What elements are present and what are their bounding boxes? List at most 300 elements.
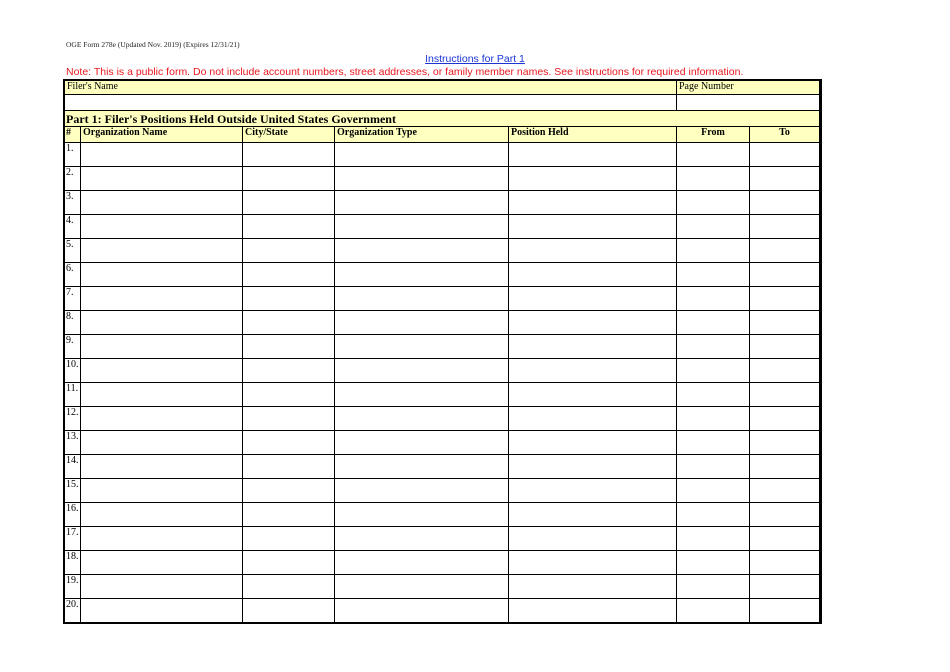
to-field[interactable]	[750, 311, 819, 334]
table-cell-position-held	[509, 431, 677, 455]
table-cell-position-held	[509, 215, 677, 239]
organization-name-field[interactable]	[81, 263, 242, 286]
from-field[interactable]	[677, 575, 749, 598]
row-number: 2.	[66, 167, 74, 178]
position-held-field[interactable]	[509, 551, 676, 574]
table-cell-from	[677, 143, 750, 167]
column-header-label: #	[66, 127, 71, 138]
table-cell-position-held	[509, 527, 677, 551]
city-state-field[interactable]	[243, 143, 334, 166]
row-number-cell	[65, 599, 81, 623]
organization-name-field[interactable]	[81, 287, 242, 310]
organization-type-field[interactable]	[335, 479, 508, 502]
to-field[interactable]	[750, 479, 819, 502]
table-cell-position-held	[509, 167, 677, 191]
organization-name-field[interactable]	[81, 167, 242, 190]
table-cell-city-state	[243, 455, 335, 479]
table-cell-to	[750, 407, 820, 431]
table-cell-organization-type	[335, 143, 509, 167]
organization-type-field[interactable]	[335, 239, 508, 262]
table-cell-from	[677, 287, 750, 311]
organization-type-field[interactable]	[335, 431, 508, 454]
filer-name-field[interactable]	[65, 95, 676, 110]
table-cell-city-state	[243, 311, 335, 335]
table-cell-to	[750, 167, 820, 191]
table-cell-position-held	[509, 503, 677, 527]
organization-name-field[interactable]	[81, 335, 242, 358]
table-cell-organization-type	[335, 359, 509, 383]
table-cell-to	[750, 479, 820, 503]
table-cell-organization-type	[335, 599, 509, 623]
table-cell-organization-name	[81, 407, 243, 431]
position-held-field[interactable]	[509, 431, 676, 454]
city-state-field[interactable]	[243, 527, 334, 550]
organization-type-field[interactable]	[335, 311, 508, 334]
table-cell-organization-type	[335, 263, 509, 287]
filer-name-label: Filer's Name	[67, 81, 118, 92]
row-number-cell	[65, 407, 81, 431]
city-state-field[interactable]	[243, 551, 334, 574]
table-cell-position-held	[509, 599, 677, 623]
column-header-organization-name	[81, 127, 243, 143]
row-number: 18.	[66, 551, 79, 562]
to-field[interactable]	[750, 383, 819, 406]
row-number: 17.	[66, 527, 79, 538]
position-held-field[interactable]	[509, 191, 676, 214]
organization-name-field[interactable]	[81, 311, 242, 334]
table-cell-city-state	[243, 479, 335, 503]
table-cell-from	[677, 431, 750, 455]
organization-type-field[interactable]	[335, 527, 508, 550]
table-cell-from	[677, 191, 750, 215]
table-cell-organization-type	[335, 479, 509, 503]
page-number-label: Page Number	[679, 81, 734, 92]
column-header-label: Position Held	[511, 127, 569, 138]
table-cell-organization-name	[81, 527, 243, 551]
table-cell-from	[677, 215, 750, 239]
table-cell-organization-name	[81, 383, 243, 407]
table-cell-position-held	[509, 551, 677, 575]
position-held-field[interactable]	[509, 383, 676, 406]
table-cell-position-held	[509, 407, 677, 431]
row-number-cell	[65, 215, 81, 239]
row-number: 1.	[66, 143, 74, 154]
city-state-field[interactable]	[243, 167, 334, 190]
table-cell-organization-name	[81, 191, 243, 215]
position-held-field[interactable]	[509, 215, 676, 238]
organization-type-field[interactable]	[335, 599, 508, 622]
organization-name-field[interactable]	[81, 551, 242, 574]
from-field[interactable]	[677, 551, 749, 574]
row-number-cell	[65, 503, 81, 527]
organization-type-field[interactable]	[335, 551, 508, 574]
table-cell-city-state	[243, 503, 335, 527]
organization-name-field[interactable]	[81, 599, 242, 622]
table-cell-organization-type	[335, 503, 509, 527]
table-cell-to	[750, 311, 820, 335]
row-number: 10.	[66, 359, 79, 370]
table-cell-from	[677, 455, 750, 479]
row-number-cell	[65, 311, 81, 335]
to-field[interactable]	[750, 239, 819, 262]
column-header-label: Organization Type	[337, 127, 417, 138]
page-number-field[interactable]	[677, 95, 819, 110]
to-field[interactable]	[750, 551, 819, 574]
table-cell-organization-name	[81, 599, 243, 623]
organization-type-field[interactable]	[335, 335, 508, 358]
part1-title-cell	[65, 111, 820, 127]
table-cell-organization-name	[81, 239, 243, 263]
table-cell-organization-type	[335, 335, 509, 359]
table-cell-city-state	[243, 383, 335, 407]
position-held-field[interactable]	[509, 407, 676, 430]
filer-name-field-cell	[65, 95, 677, 111]
column-header-label: From	[701, 127, 725, 138]
from-field[interactable]	[677, 503, 749, 526]
position-held-field[interactable]	[509, 239, 676, 262]
table-cell-to	[750, 215, 820, 239]
table-cell-organization-name	[81, 479, 243, 503]
table-cell-city-state	[243, 407, 335, 431]
table-cell-to	[750, 191, 820, 215]
table-cell-from	[677, 527, 750, 551]
to-field[interactable]	[750, 191, 819, 214]
row-number: 6.	[66, 263, 74, 274]
row-number-cell	[65, 455, 81, 479]
part1-form-table	[63, 79, 822, 624]
table-cell-position-held	[509, 479, 677, 503]
row-number-cell	[65, 143, 81, 167]
table-cell-position-held	[509, 383, 677, 407]
to-field[interactable]	[750, 503, 819, 526]
from-field[interactable]	[677, 335, 749, 358]
table-cell-city-state	[243, 599, 335, 623]
table-cell-position-held	[509, 335, 677, 359]
to-field[interactable]	[750, 455, 819, 478]
table-cell-city-state	[243, 575, 335, 599]
city-state-field[interactable]	[243, 407, 334, 430]
organization-type-field[interactable]	[335, 263, 508, 286]
from-field[interactable]	[677, 599, 749, 622]
table-cell-organization-name	[81, 503, 243, 527]
city-state-field[interactable]	[243, 239, 334, 262]
table-cell-organization-name	[81, 575, 243, 599]
city-state-field[interactable]	[243, 575, 334, 598]
public-form-note: Note: This is a public form. Do not include account numbers, street addresses, or family member names. See instructions for required information.	[66, 66, 744, 78]
to-field[interactable]	[750, 407, 819, 430]
table-cell-to	[750, 551, 820, 575]
city-state-field[interactable]	[243, 383, 334, 406]
to-field[interactable]	[750, 143, 819, 166]
position-held-field[interactable]	[509, 263, 676, 286]
table-cell-from	[677, 359, 750, 383]
to-field[interactable]	[750, 599, 819, 622]
table-cell-city-state	[243, 287, 335, 311]
table-cell-organization-name	[81, 143, 243, 167]
table-cell-position-held	[509, 239, 677, 263]
row-number: 4.	[66, 215, 74, 226]
row-number-cell	[65, 575, 81, 599]
table-cell-city-state	[243, 527, 335, 551]
table-cell-organization-name	[81, 167, 243, 191]
table-cell-from	[677, 263, 750, 287]
part1-title: Part 1: Filer's Positions Held Outside United States Government	[66, 112, 396, 126]
to-field[interactable]	[750, 359, 819, 382]
row-number: 9.	[66, 335, 74, 346]
to-field[interactable]	[750, 335, 819, 358]
row-number-cell	[65, 263, 81, 287]
table-cell-organization-name	[81, 287, 243, 311]
row-number-cell	[65, 527, 81, 551]
city-state-field[interactable]	[243, 263, 334, 286]
city-state-field[interactable]	[243, 287, 334, 310]
table-cell-organization-type	[335, 239, 509, 263]
organization-type-field[interactable]	[335, 455, 508, 478]
city-state-field[interactable]	[243, 215, 334, 238]
from-field[interactable]	[677, 383, 749, 406]
table-cell-city-state	[243, 143, 335, 167]
table-cell-to	[750, 455, 820, 479]
table-cell-organization-type	[335, 311, 509, 335]
organization-name-field[interactable]	[81, 455, 242, 478]
row-number-cell	[65, 551, 81, 575]
row-number: 15.	[66, 479, 79, 490]
form-identifier: OGE Form 278e (Updated Nov. 2019) (Expires 12/31/21)	[66, 40, 240, 49]
table-cell-from	[677, 239, 750, 263]
table-cell-from	[677, 599, 750, 623]
row-number: 7.	[66, 287, 74, 298]
table-cell-from	[677, 551, 750, 575]
table-cell-organization-name	[81, 263, 243, 287]
table-cell-city-state	[243, 167, 335, 191]
table-cell-organization-name	[81, 311, 243, 335]
organization-type-field[interactable]	[335, 407, 508, 430]
table-cell-organization-name	[81, 551, 243, 575]
to-field[interactable]	[750, 287, 819, 310]
table-cell-to	[750, 287, 820, 311]
table-cell-organization-name	[81, 359, 243, 383]
organization-type-field[interactable]	[335, 575, 508, 598]
table-cell-to	[750, 239, 820, 263]
table-cell-organization-type	[335, 527, 509, 551]
city-state-field[interactable]	[243, 455, 334, 478]
table-cell-city-state	[243, 551, 335, 575]
table-cell-organization-name	[81, 215, 243, 239]
position-held-field[interactable]	[509, 335, 676, 358]
row-number-cell	[65, 167, 81, 191]
row-number-cell	[65, 335, 81, 359]
table-cell-organization-type	[335, 287, 509, 311]
position-held-field[interactable]	[509, 455, 676, 478]
instructions-link[interactable]: Instructions for Part 1	[425, 53, 525, 65]
from-field[interactable]	[677, 191, 749, 214]
table-cell-from	[677, 479, 750, 503]
row-number-cell	[65, 431, 81, 455]
city-state-field[interactable]	[243, 191, 334, 214]
column-header-organization-type	[335, 127, 509, 143]
position-held-field[interactable]	[509, 287, 676, 310]
organization-name-field[interactable]	[81, 215, 242, 238]
to-field[interactable]	[750, 167, 819, 190]
city-state-field[interactable]	[243, 359, 334, 382]
table-cell-to	[750, 599, 820, 623]
from-field[interactable]	[677, 167, 749, 190]
table-cell-city-state	[243, 431, 335, 455]
row-number: 14.	[66, 455, 79, 466]
row-number: 20.	[66, 599, 79, 610]
column-header-city-state	[243, 127, 335, 143]
to-field[interactable]	[750, 431, 819, 454]
position-held-field[interactable]	[509, 599, 676, 622]
table-cell-to	[750, 263, 820, 287]
position-held-field[interactable]	[509, 575, 676, 598]
organization-name-field[interactable]	[81, 239, 242, 262]
table-cell-city-state	[243, 359, 335, 383]
organization-name-field[interactable]	[81, 359, 242, 382]
table-cell-organization-type	[335, 167, 509, 191]
row-number: 8.	[66, 311, 74, 322]
row-number: 12.	[66, 407, 79, 418]
position-held-field[interactable]	[509, 311, 676, 334]
page-number-label-cell	[677, 81, 820, 95]
table-cell-to	[750, 575, 820, 599]
table-cell-to	[750, 335, 820, 359]
table-cell-to	[750, 503, 820, 527]
organization-type-field[interactable]	[335, 191, 508, 214]
organization-type-field[interactable]	[335, 503, 508, 526]
table-cell-from	[677, 407, 750, 431]
organization-type-field[interactable]	[335, 167, 508, 190]
from-field[interactable]	[677, 311, 749, 334]
from-field[interactable]	[677, 479, 749, 502]
organization-type-field[interactable]	[335, 215, 508, 238]
organization-name-field[interactable]	[81, 479, 242, 502]
position-held-field[interactable]	[509, 359, 676, 382]
from-field[interactable]	[677, 431, 749, 454]
table-cell-organization-name	[81, 335, 243, 359]
to-field[interactable]	[750, 215, 819, 238]
column-header-label: Organization Name	[83, 127, 168, 138]
organization-type-field[interactable]	[335, 383, 508, 406]
organization-name-field[interactable]	[81, 575, 242, 598]
table-cell-position-held	[509, 263, 677, 287]
position-held-field[interactable]	[509, 167, 676, 190]
to-field[interactable]	[750, 575, 819, 598]
column-header-label: City/State	[245, 127, 288, 138]
table-cell-organization-name	[81, 455, 243, 479]
table-cell-organization-type	[335, 407, 509, 431]
table-cell-city-state	[243, 191, 335, 215]
row-number-cell	[65, 239, 81, 263]
column-header-to	[750, 127, 820, 143]
row-number: 19.	[66, 575, 79, 586]
row-number: 5.	[66, 239, 74, 250]
organization-type-field[interactable]	[335, 287, 508, 310]
table-cell-from	[677, 575, 750, 599]
table-cell-organization-type	[335, 455, 509, 479]
table-cell-city-state	[243, 239, 335, 263]
position-held-field[interactable]	[509, 503, 676, 526]
from-field[interactable]	[677, 455, 749, 478]
table-cell-city-state	[243, 215, 335, 239]
city-state-field[interactable]	[243, 431, 334, 454]
table-cell-from	[677, 503, 750, 527]
from-field[interactable]	[677, 407, 749, 430]
table-cell-organization-type	[335, 215, 509, 239]
organization-name-field[interactable]	[81, 191, 242, 214]
row-number-cell	[65, 383, 81, 407]
column-header-position-held	[509, 127, 677, 143]
city-state-field[interactable]	[243, 599, 334, 622]
city-state-field[interactable]	[243, 335, 334, 358]
table-cell-position-held	[509, 191, 677, 215]
from-field[interactable]	[677, 287, 749, 310]
table-cell-from	[677, 335, 750, 359]
table-cell-position-held	[509, 287, 677, 311]
table-cell-to	[750, 383, 820, 407]
row-number: 16.	[66, 503, 79, 514]
to-field[interactable]	[750, 263, 819, 286]
from-field[interactable]	[677, 527, 749, 550]
table-cell-position-held	[509, 575, 677, 599]
row-number-cell	[65, 359, 81, 383]
table-cell-from	[677, 311, 750, 335]
table-cell-to	[750, 431, 820, 455]
table-cell-organization-type	[335, 383, 509, 407]
organization-name-field[interactable]	[81, 503, 242, 526]
table-cell-city-state	[243, 335, 335, 359]
column-header-number	[65, 127, 81, 143]
table-cell-position-held	[509, 143, 677, 167]
organization-type-field[interactable]	[335, 143, 508, 166]
row-number: 3.	[66, 191, 74, 202]
from-field[interactable]	[677, 263, 749, 286]
organization-name-field[interactable]	[81, 431, 242, 454]
from-field[interactable]	[677, 239, 749, 262]
city-state-field[interactable]	[243, 503, 334, 526]
to-field[interactable]	[750, 527, 819, 550]
table-cell-from	[677, 167, 750, 191]
row-number-cell	[65, 287, 81, 311]
table-cell-to	[750, 359, 820, 383]
organization-name-field[interactable]	[81, 527, 242, 550]
filer-name-label-cell	[65, 81, 677, 95]
table-cell-organization-type	[335, 191, 509, 215]
column-header-label: To	[779, 127, 790, 138]
page-number-field-cell	[677, 95, 820, 111]
table-cell-city-state	[243, 263, 335, 287]
city-state-field[interactable]	[243, 479, 334, 502]
position-held-field[interactable]	[509, 479, 676, 502]
organization-name-field[interactable]	[81, 383, 242, 406]
table-cell-organization-type	[335, 575, 509, 599]
table-cell-organization-type	[335, 551, 509, 575]
from-field[interactable]	[677, 215, 749, 238]
row-number-cell	[65, 479, 81, 503]
table-cell-organization-type	[335, 431, 509, 455]
table-cell-position-held	[509, 359, 677, 383]
position-held-field[interactable]	[509, 527, 676, 550]
organization-name-field[interactable]	[81, 143, 242, 166]
organization-name-field[interactable]	[81, 407, 242, 430]
from-field[interactable]	[677, 359, 749, 382]
column-header-from	[677, 127, 750, 143]
position-held-field[interactable]	[509, 143, 676, 166]
organization-type-field[interactable]	[335, 359, 508, 382]
from-field[interactable]	[677, 143, 749, 166]
table-cell-position-held	[509, 455, 677, 479]
city-state-field[interactable]	[243, 311, 334, 334]
